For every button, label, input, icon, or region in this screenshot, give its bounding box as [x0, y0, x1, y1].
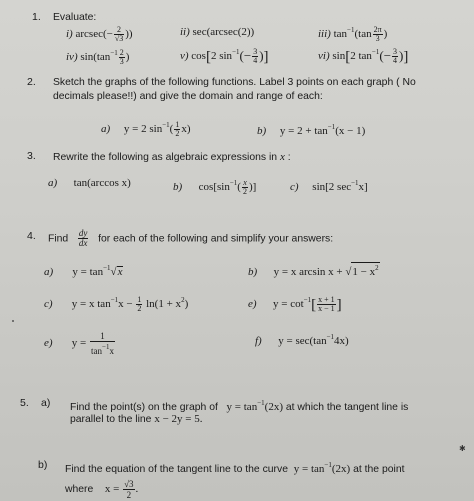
q1-item-i: i) arcsec(− $\frac{2}{√3}$ ))	[66, 25, 133, 43]
q3-item-a: a) tan(arccos x)	[48, 177, 131, 189]
q1-number: 1.	[32, 11, 41, 23]
q4-item-a: a) $y = \tan^{-1}√x$	[44, 264, 123, 278]
q5-b-line2: where x = $\frac{√3}{2}$ .	[65, 479, 139, 500]
q1-item-v: v) cos[2 $\sin^{-1}(-$ $\frac{3}{4}$ )]	[180, 46, 269, 65]
q5-a-line1: Find the point(s) on the graph of $y = \tan^{-1}(2x)$ at which the tangent line is	[70, 399, 409, 413]
q4-header: Find $\frac{dy}{dx}$ for each of the following and simplify your answers:	[48, 228, 334, 248]
q5-b-label: b)	[38, 459, 48, 471]
q2-item-b: b) $y = 2 + \tan^{-1}(x - 1)$	[257, 123, 366, 137]
q2-number: 2.	[27, 76, 36, 88]
stray-mark	[12, 320, 14, 322]
q1-item-ii: ii) sec(arcsec(2))	[180, 26, 255, 38]
q5-b-line1: Find the equation of the tangent line to the curve $y = \tan^{-1}(2x)$ at the point	[65, 461, 405, 475]
q2-item-a: a) y = 2 $\sin^{-1}$( $\frac{1}{2}$ x)	[101, 119, 191, 138]
q3-item-b: b) $\cos[\sin^{-1}$( $\frac{x}{2}$ )]	[173, 177, 257, 196]
q5-a-label: a)	[41, 397, 51, 409]
q3-text: Rewrite the following as algebraic expressions in x :	[53, 151, 291, 163]
stray-asterisk-mark: ✱	[459, 444, 466, 453]
q2-line1: Sketch the graphs of the following functions. Label 3 points on each graph ( No	[53, 77, 416, 88]
q1-item-iv: iv) $\sin(\tan^{-1}$ $\frac{2}{3}$ )	[66, 47, 130, 66]
q4-item-e-second: e) y = $\frac{1}{\tan^{-1}x}$	[44, 331, 114, 356]
q4-item-b: b) y = x $\arcsin x + √1 - x^2$	[248, 264, 379, 278]
q5-number: 5.	[20, 397, 29, 409]
q1-title: Evaluate:	[53, 12, 97, 23]
q3-number: 3.	[27, 150, 36, 162]
q1-item-iii: iii) $\tan^{-1}(\tan$ $\frac{2\pi}{3}$ )	[318, 24, 388, 43]
q4-item-f: f) $y = \sec(\tan^{-1}4x)$	[255, 333, 349, 347]
q5-a-line2: parallel to the line x − 2y = 5.	[70, 413, 203, 425]
q1-item-vi: vi) sin[2 $\tan^{-1}(-$ $\frac{3}{4}$ )]	[318, 46, 409, 65]
q4-number: 4.	[27, 230, 36, 242]
q4-item-c: c) y = x $\tan^{-1}x$ − $\frac{1}{2}$ $\ln(1 + x^2)$	[44, 294, 189, 313]
q3-item-c: c) sin[2 $\sec^{-1}x$]	[290, 179, 368, 193]
q4-item-e: e) $y = \cot^{-1}$[ $\frac{x + 1}{x - 1}$ ]	[248, 294, 342, 313]
q2-line2: decimals please!!) and give the domain and range of each:	[53, 91, 323, 102]
